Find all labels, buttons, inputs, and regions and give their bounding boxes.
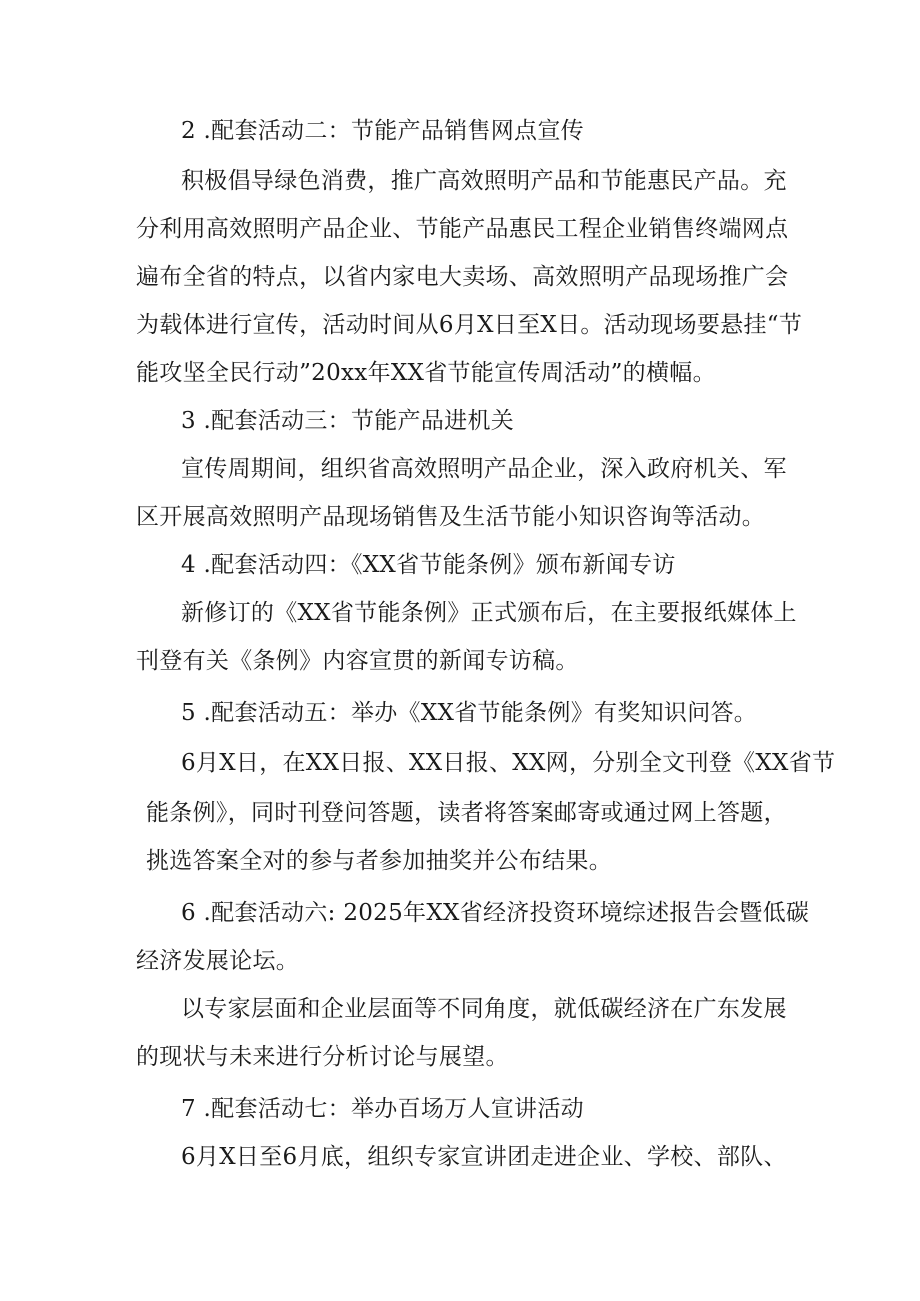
paragraph-line: 6月X日至6月底，组织专家宣讲团走进企业、学校、部队、: [181, 1144, 787, 1170]
paragraph-line: 遍布全省的特点，以省内家电大卖场、高效照明产品现场推广会: [136, 264, 789, 290]
paragraph-line: 能攻坚全民行动”20xx年XX省节能宣传周活动”的横幅。: [136, 360, 716, 386]
paragraph-line: 区开展高效照明产品现场销售及生活节能小知识咨询等活动。: [136, 504, 766, 530]
paragraph-line: 6月X日，在XX日报、XX日报、XX网，分别全文刊登《XX省节: [181, 750, 836, 776]
paragraph-line: 刊登有关《条例》内容宣贯的新闻专访稿。: [136, 648, 579, 674]
section-heading: 7 .配套活动七：举办百场万人宣讲活动: [181, 1096, 584, 1122]
section-heading: 5 .配套活动五：举办《XX省节能条例》有奖知识问答。: [181, 700, 758, 726]
paragraph-line: 新修订的《XX省节能条例》正式颁布后，在主要报纸媒体上: [181, 600, 797, 626]
paragraph-line: 能条例》，同时刊登问答题，读者将答案邮寄或通过网上答题，: [146, 800, 787, 826]
paragraph-line: 积极倡导绿色消费，推广高效照明产品和节能惠民产品。充: [181, 168, 787, 194]
section-heading: 2 .配套活动二：节能产品销售网点宣传: [181, 118, 584, 144]
paragraph-line: 为载体进行宣传，活动时间从6月X日至X日。活动现场要悬挂“节: [136, 312, 803, 338]
section-heading: 6 .配套活动六: 2025年XX省经济投资环境综述报告会暨低碳: [181, 900, 810, 926]
paragraph-line: 的现状与未来进行分析讨论与展望。: [136, 1044, 509, 1070]
section-heading-continued: 经济发展论坛。: [136, 948, 300, 974]
paragraph-line: 挑选答案全对的参与者参加抽奖并公布结果。: [146, 848, 612, 874]
section-heading: 3 .配套活动三：节能产品进机关: [181, 408, 515, 434]
section-heading: 4 .配套活动四：《XX省节能条例》颁布新闻专访: [181, 552, 676, 578]
paragraph-line: 分利用高效照明产品企业、节能产品惠民工程企业销售终端网点: [136, 216, 789, 242]
paragraph-line: 以专家层面和企业层面等不同角度，就低碳经济在广东发展: [181, 996, 787, 1022]
paragraph-line: 宣传周期间，组织省高效照明产品企业，深入政府机关、军: [181, 456, 787, 482]
